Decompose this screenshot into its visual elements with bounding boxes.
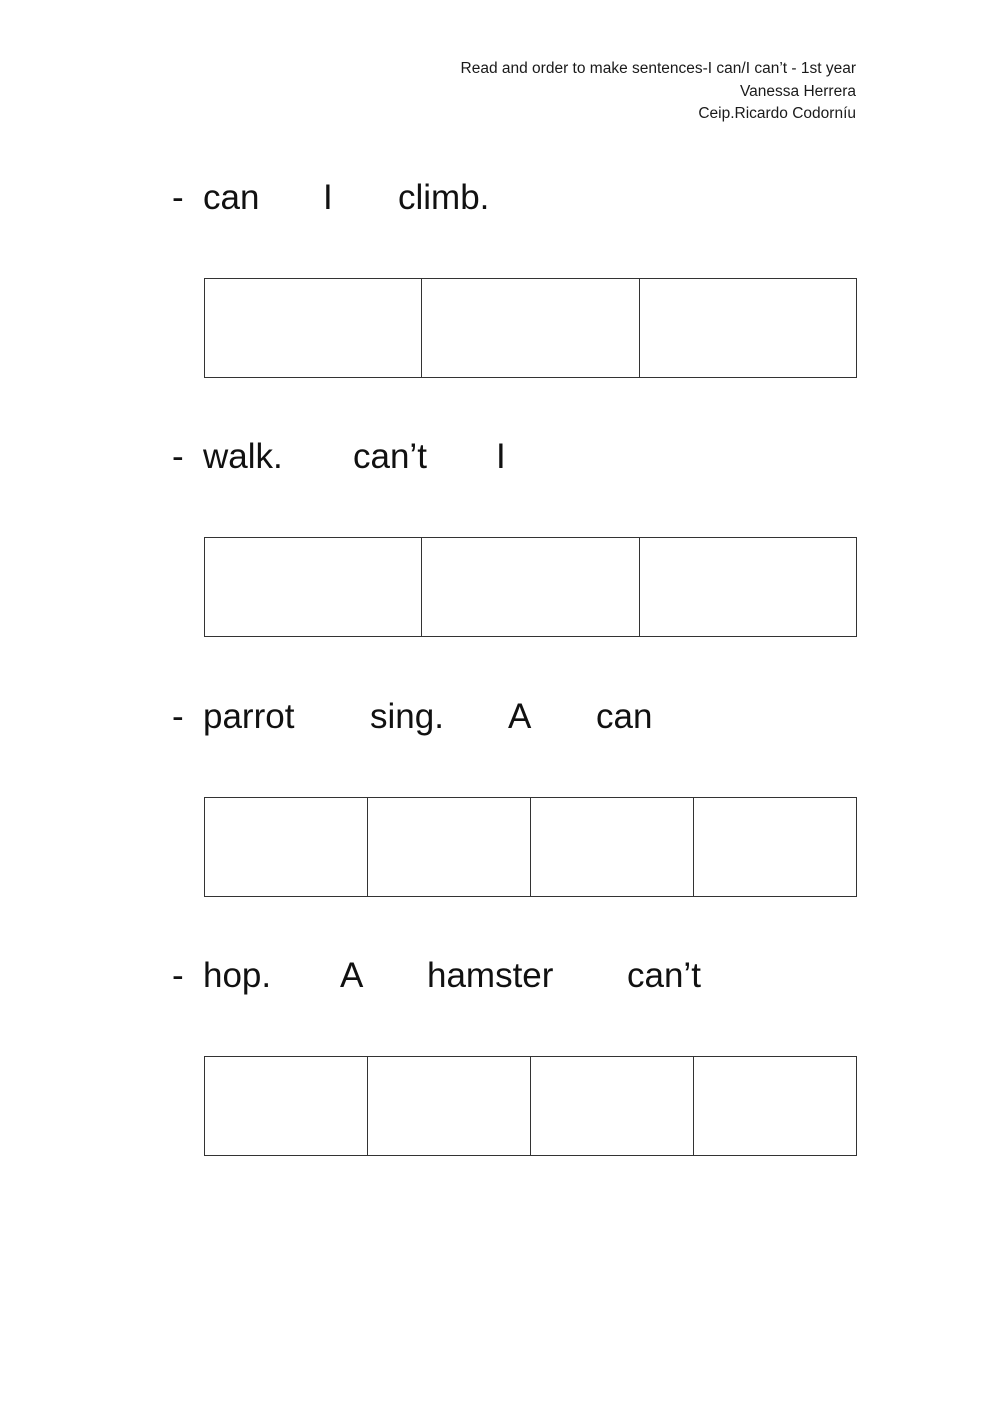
answer-box[interactable] — [693, 798, 856, 896]
list-dash: - — [172, 178, 184, 217]
answer-box[interactable] — [421, 279, 638, 377]
answer-box-row — [204, 797, 857, 897]
word-tile: can — [203, 178, 260, 217]
answer-box-row — [204, 1056, 857, 1156]
worksheet-header — [461, 58, 856, 126]
word-tile: sing. — [370, 697, 444, 736]
answer-box[interactable] — [367, 1057, 530, 1155]
word-tile: I — [323, 178, 333, 217]
answer-box[interactable] — [530, 1057, 693, 1155]
word-tile: can — [596, 697, 653, 736]
word-tile: I — [496, 437, 506, 476]
word-tile: A — [340, 956, 364, 995]
school-name: Ceip.Ricardo Codorníu — [698, 105, 856, 122]
word-tile: A — [508, 697, 532, 736]
answer-box[interactable] — [205, 1057, 367, 1155]
answer-box[interactable] — [693, 1057, 856, 1155]
answer-box-row — [204, 278, 857, 378]
list-dash: - — [172, 956, 184, 995]
author-name: Vanessa Herrera — [739, 82, 856, 100]
answer-box[interactable] — [421, 538, 638, 636]
word-tile: can’t — [353, 437, 427, 476]
worksheet-title: Read and order to make sentences-I can/I can’t - 1st year — [460, 60, 856, 77]
list-dash: - — [172, 697, 184, 736]
answer-box[interactable] — [205, 538, 421, 636]
answer-box[interactable] — [205, 279, 421, 377]
word-tile: walk. — [203, 437, 283, 476]
answer-box[interactable] — [639, 279, 856, 377]
word-tile: hamster — [427, 956, 554, 995]
answer-box[interactable] — [530, 798, 693, 896]
word-tile: parrot — [203, 697, 295, 736]
word-tile: climb. — [398, 178, 490, 217]
word-tile: can’t — [627, 956, 701, 995]
answer-box[interactable] — [367, 798, 530, 896]
answer-box[interactable] — [639, 538, 856, 636]
word-tile: hop. — [203, 956, 272, 995]
answer-box[interactable] — [205, 798, 367, 896]
answer-box-row — [204, 537, 857, 637]
list-dash: - — [172, 437, 184, 476]
